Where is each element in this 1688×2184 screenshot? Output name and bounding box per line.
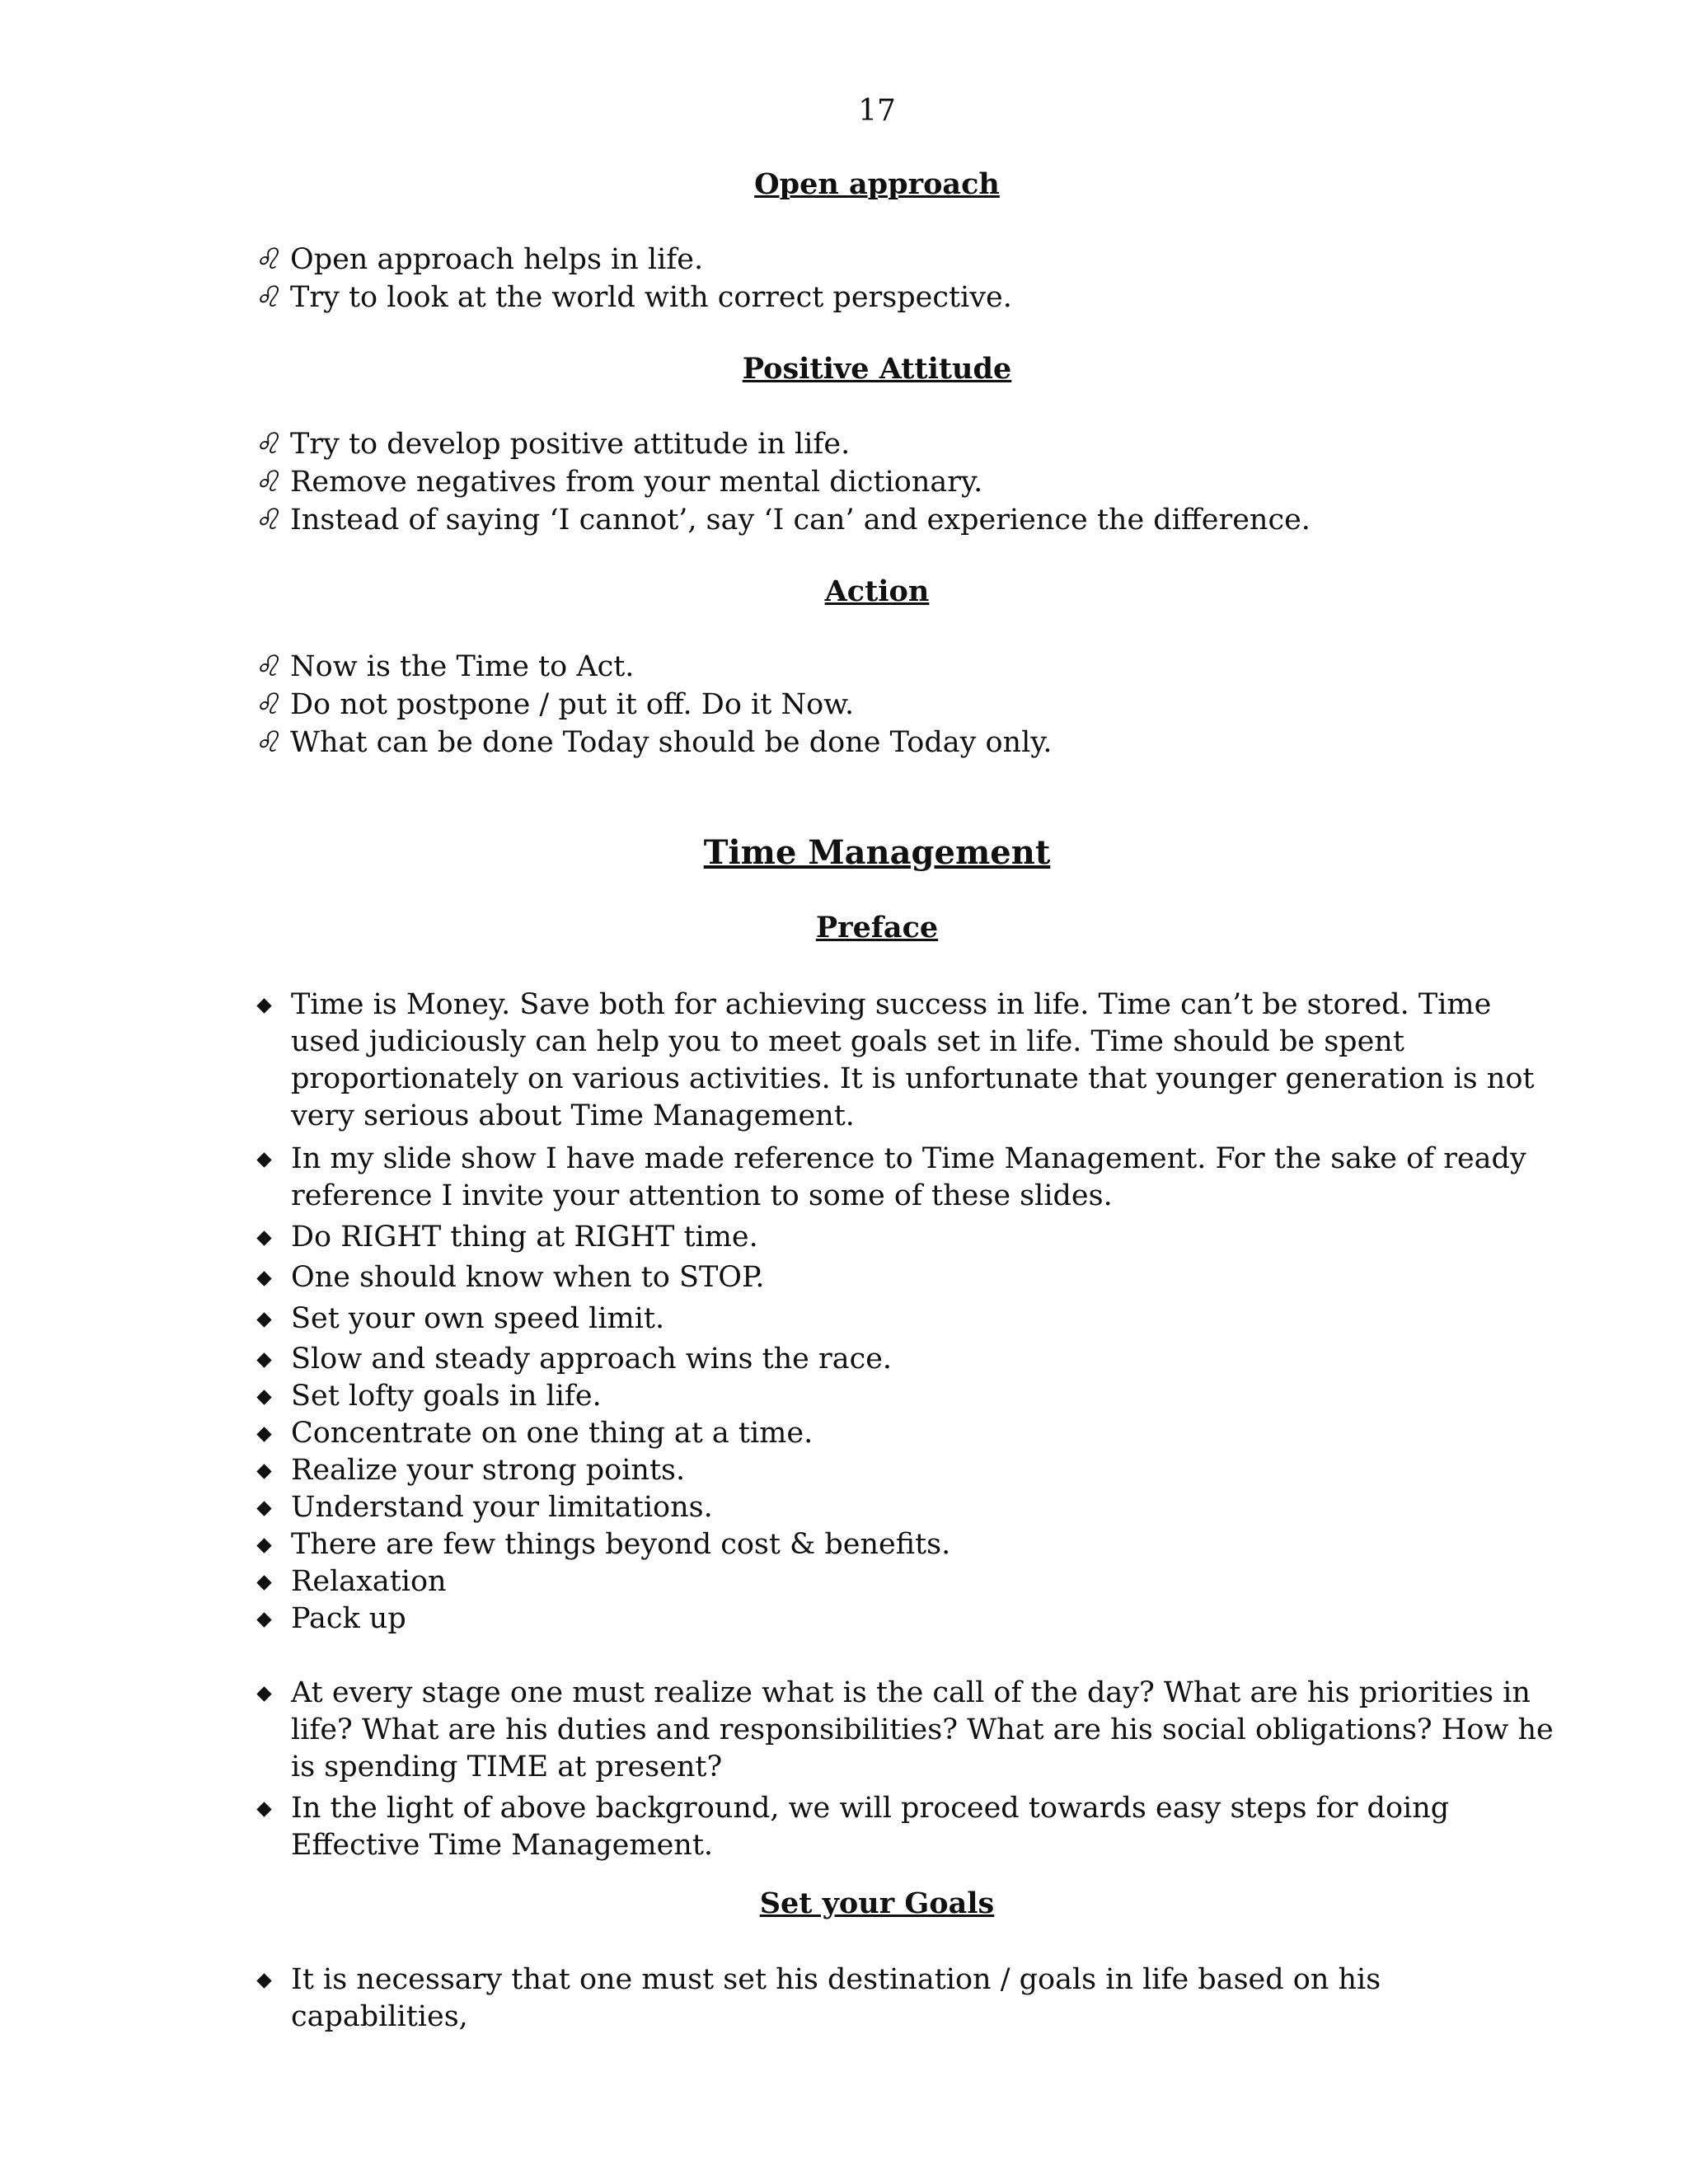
diamond-bullet-icon xyxy=(256,1612,271,1627)
bullet-item: At every stage one must realize what is the call of the day? What are his priorities in life? What are his duties and responsibilities? What are his social obligations? How he is spending TIME at present? xyxy=(254,1675,1556,1786)
diamond-bullet-icon xyxy=(256,1271,271,1286)
heading-positive-attitude: Positive Attitude xyxy=(742,352,1012,386)
diamond-bullet-icon xyxy=(256,1312,271,1327)
leo-glyph-icon: ♌︎ xyxy=(254,243,280,276)
diamond-bullet-icon xyxy=(256,1973,271,1988)
bullet-item: There are few things beyond cost & benefits. xyxy=(254,1526,1556,1563)
leo-glyph-icon: ♌︎ xyxy=(254,466,280,499)
leo-glyph-icon: ♌︎ xyxy=(254,504,280,537)
list-item: ♌︎ Try to look at the world with correct perspective. xyxy=(254,279,1540,316)
list-item: ♌︎ Open approach helps in life. xyxy=(254,241,1540,279)
diamond-bullet-icon xyxy=(256,1575,271,1590)
bullet-item: Slow and steady approach wins the race. xyxy=(254,1341,1556,1378)
diamond-bullet-icon xyxy=(256,1352,271,1367)
diamond-bullet-icon xyxy=(256,1390,271,1404)
bullet-item: Realize your strong points. xyxy=(254,1452,1556,1489)
list-item: ♌︎ Instead of saying ‘I cannot’, say ‘I can’ and experience the difference. xyxy=(254,501,1540,539)
list-item: ♌︎ Try to develop positive attitude in life. xyxy=(254,425,1540,463)
list-item: ♌︎ What can be done Today should be done Today only. xyxy=(254,724,1540,762)
bullet-item: Concentrate on one thing at a time. xyxy=(254,1415,1556,1452)
diamond-bullet-icon xyxy=(256,1802,271,1816)
bullet-item: In the light of above background, we will proceed towards easy steps for doing Effective Time Management. xyxy=(254,1790,1556,1864)
heading-set-your-goals: Set your Goals xyxy=(759,1886,995,1920)
diamond-bullet-icon xyxy=(256,1501,271,1516)
heading-time-management: Time Management xyxy=(703,833,1051,872)
leo-glyph-icon: ♌︎ xyxy=(254,428,280,461)
leo-glyph-icon: ♌︎ xyxy=(254,688,280,721)
heading-action: Action xyxy=(824,574,930,608)
bullet-item: Relaxation xyxy=(254,1563,1556,1601)
bullet-item: Set lofty goals in life. xyxy=(254,1378,1556,1415)
bullet-item: Understand your limitations. xyxy=(254,1489,1556,1526)
leo-glyph-icon: ♌︎ xyxy=(254,650,280,683)
diamond-bullet-icon xyxy=(256,1538,271,1553)
bullet-item: In my slide show I have made reference to Time Management. For the sake of ready reference I invite your attention to some of these slides. xyxy=(254,1141,1556,1215)
bullet-item: Pack up xyxy=(254,1601,1556,1638)
bullet-item: One should know when to STOP. xyxy=(254,1259,1556,1296)
leo-glyph-icon: ♌︎ xyxy=(254,726,280,759)
list-item: ♌︎ Do not postpone / put it off. Do it Now. xyxy=(254,686,1540,724)
list-item: ♌︎ Remove negatives from your mental dictionary. xyxy=(254,463,1540,501)
diamond-bullet-icon xyxy=(256,1686,271,1701)
leo-glyph-icon: ♌︎ xyxy=(254,281,280,314)
bullet-item: Time is Money. Save both for achieving success in life. Time can’t be stored. Time used judiciously can help you to meet goals set in life. Time should be spent proportionately on various activities. It is unfortunate that younger generation is not very serious about Time Management. xyxy=(254,987,1556,1135)
bullet-item: Do RIGHT thing at RIGHT time. xyxy=(254,1219,1556,1256)
list-item: ♌︎ Now is the Time to Act. xyxy=(254,648,1540,686)
diamond-bullet-icon xyxy=(256,1427,271,1441)
bullet-item: It is necessary that one must set his destination / goals in life based on his capabilities, xyxy=(254,1961,1556,2036)
bullet-item: Set your own speed limit. xyxy=(254,1301,1556,1338)
heading-preface: Preface xyxy=(815,911,939,944)
diamond-bullet-icon xyxy=(256,1230,271,1245)
page-number: 17 xyxy=(858,94,896,128)
heading-open-approach: Open approach xyxy=(754,167,1000,201)
diamond-bullet-icon xyxy=(256,998,271,1013)
diamond-bullet-icon xyxy=(256,1464,271,1479)
diamond-bullet-icon xyxy=(256,1152,271,1167)
